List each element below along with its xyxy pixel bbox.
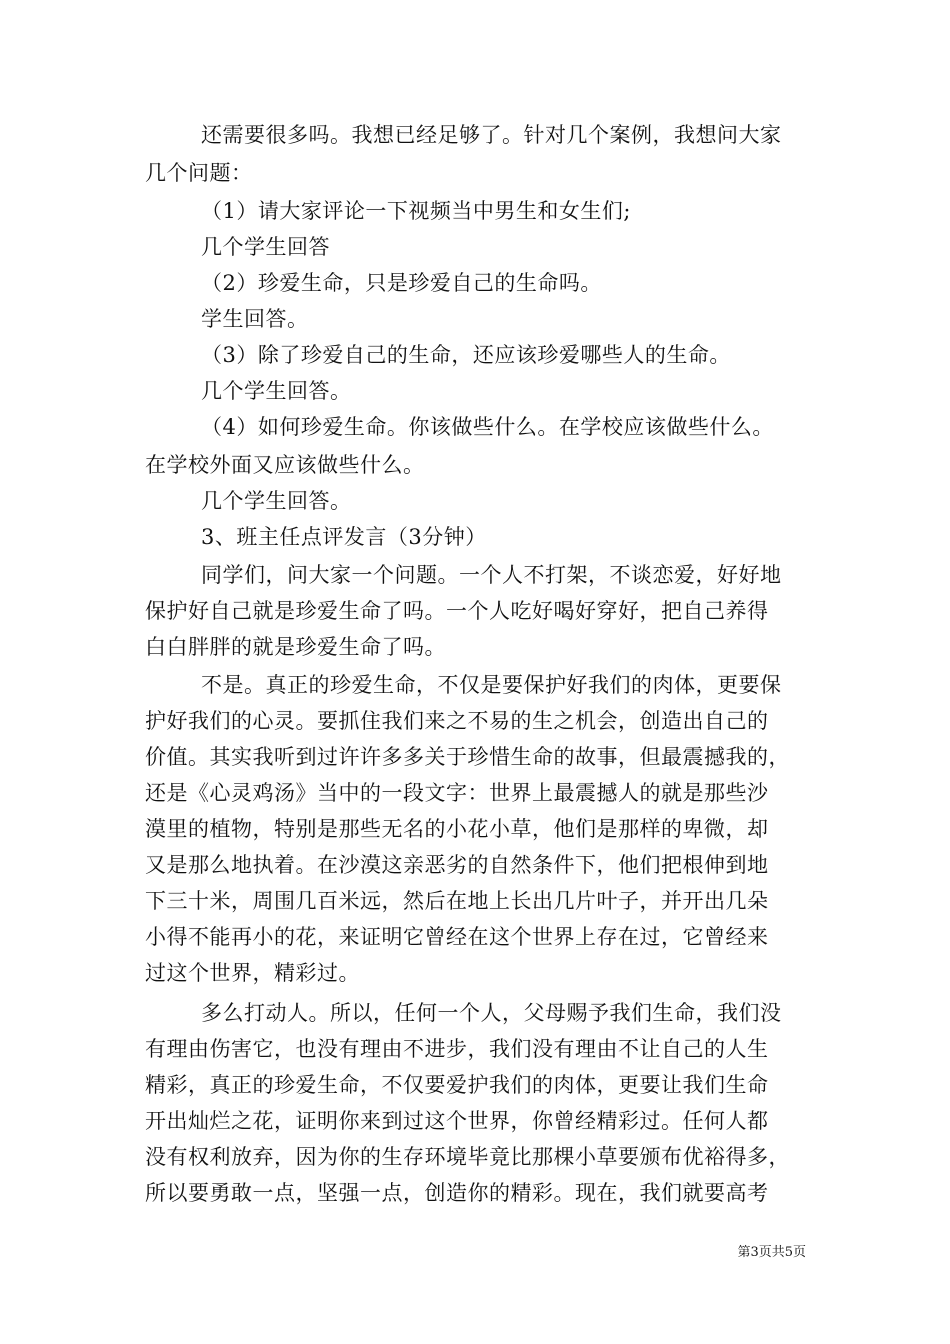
text-line: 还是《心灵鸡汤》当中的一段文字：世界上最震撼人的就是那些沙 xyxy=(145,781,769,805)
text-line: 不是。真正的珍爱生命，不仅是要保护好我们的肉体，更要保 xyxy=(201,673,782,697)
text-line: 学生回答。 xyxy=(201,307,309,331)
text-line: 开出灿烂之花，证明你来到过这个世界，你曾经精彩过。任何人都 xyxy=(145,1109,769,1133)
page-number: 第3页共5页 xyxy=(737,1245,806,1260)
text-line: 过这个世界，精彩过。 xyxy=(145,961,360,985)
text-line: 没有权利放弃，因为你的生存环境毕竟比那棵小草要颁布优裕得多， xyxy=(145,1145,790,1169)
text-line: 所以要勇敢一点，坚强一点，创造你的精彩。现在，我们就要高考 xyxy=(145,1181,769,1205)
text-line: 还需要很多吗。我想已经足够了。针对几个案例，我想问大家 xyxy=(201,123,782,147)
text-line: 几个问题： xyxy=(145,161,253,185)
text-line: 有理由伤害它，也没有理由不进步，我们没有理由不让自己的人生 xyxy=(145,1037,769,1061)
text-line: 下三十米，周围几百米远，然后在地上长出几片叶子，并开出几朵 xyxy=(145,889,769,913)
text-line: 价值。其实我听到过许许多多关于珍惜生命的故事，但最震撼我的， xyxy=(145,745,790,769)
text-line: 漠里的植物，特别是那些无名的小花小草，他们是那样的卑微，却 xyxy=(145,817,769,841)
text-line: 精彩，真正的珍爱生命，不仅要爱护我们的肉体，更要让我们生命 xyxy=(145,1073,769,1097)
list-item: （3）除了珍爱自己的生命，还应该珍爱哪些人的生命。 xyxy=(201,343,731,367)
text-line: 几个学生回答 xyxy=(201,235,330,259)
list-item: （4）如何珍爱生命。你该做些什么。在学校应该做些什么。 xyxy=(201,415,774,439)
section-heading: 3、班主任点评发言（3分钟） xyxy=(201,525,487,549)
text-line: 多么打动人。所以，任何一个人，父母赐予我们生命，我们没 xyxy=(201,1001,782,1025)
text-line: 小得不能再小的花，来证明它曾经在这个世界上存在过，它曾经来 xyxy=(145,925,769,949)
text-line: 同学们，问大家一个问题。一个人不打架，不谈恋爱，好好地 xyxy=(201,563,782,587)
text-line: 护好我们的心灵。要抓住我们来之不易的生之机会，创造出自己的 xyxy=(145,709,769,733)
text-line: 在学校外面又应该做些什么。 xyxy=(145,453,425,477)
text-line: 几个学生回答。 xyxy=(201,489,352,513)
list-item: （2）珍爱生命，只是珍爱自己的生命吗。 xyxy=(201,271,602,295)
text-line: 保护好自己就是珍爱生命了吗。一个人吃好喝好穿好，把自己养得 xyxy=(145,599,769,623)
list-item: （1）请大家评论一下视频当中男生和女生们; xyxy=(201,199,631,223)
text-line: 几个学生回答。 xyxy=(201,379,352,403)
text-line: 白白胖胖的就是珍爱生命了吗。 xyxy=(145,635,446,659)
text-line: 又是那么地执着。在沙漠这亲恶劣的自然条件下，他们把根伸到地 xyxy=(145,853,769,877)
